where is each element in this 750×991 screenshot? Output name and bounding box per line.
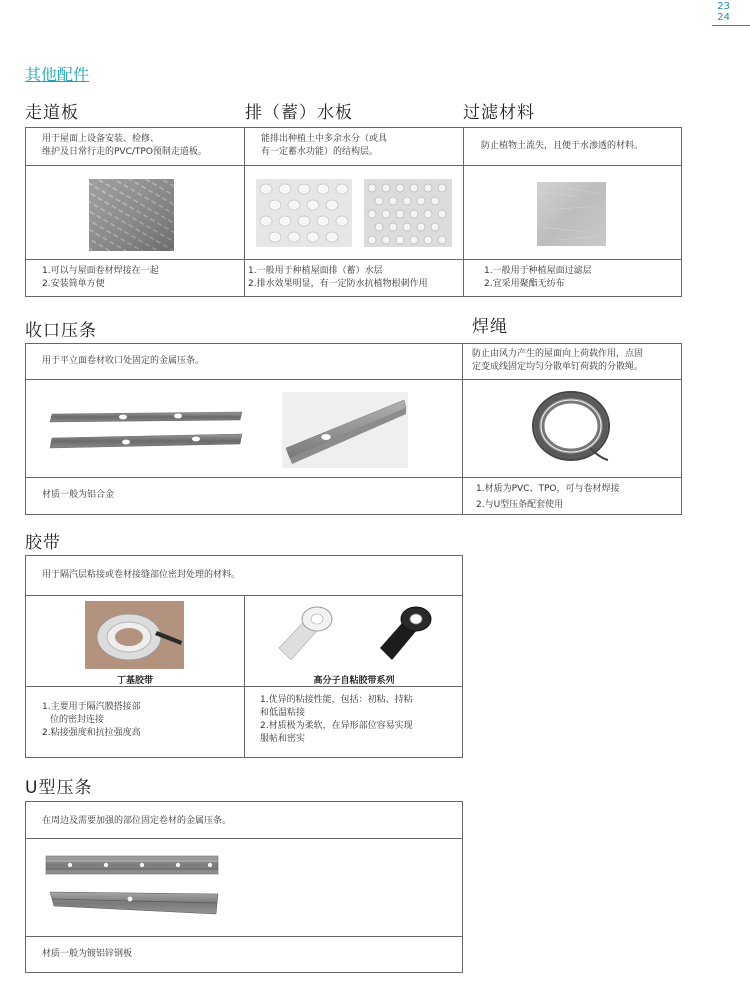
polymer-tape-notes [260, 694, 413, 746]
filter-note-2: 2.宜采用聚酯无纺布 [484, 279, 565, 289]
drainage-notes [248, 265, 428, 291]
walkway-note-2: 2.安装简单方便 [42, 279, 105, 289]
polymer-tape-note-3: 2.材质极为柔软，在异形部位容易实现 [260, 721, 413, 731]
weld-rope-title: 焊绳 [472, 317, 508, 337]
filter-note-1: 1.一般用于种植屋面过滤层 [484, 266, 592, 276]
weld-rope-note-2: 2.与U型压条配套使用 [476, 500, 564, 510]
termination-bar-flat-image [48, 410, 244, 450]
drainage-note-1: 1.一般用于种植屋面排（蓄）水层 [248, 266, 383, 276]
butyl-tape-image [85, 601, 184, 669]
tape-table [25, 555, 463, 758]
walkway-desc [42, 133, 207, 159]
termination-title: 收口压条 [25, 321, 97, 341]
butyl-tape-caption: 丁基胶带 [116, 676, 153, 686]
table1-divider-1 [244, 128, 245, 296]
filter-fabric-image [537, 182, 606, 246]
u-strip-bars-image [44, 852, 220, 928]
u-strip-note: 材质一般为镀铝锌钢板 [42, 949, 133, 959]
table1-divider-2 [463, 128, 464, 296]
termination-table [25, 343, 463, 515]
walkway-notes [42, 265, 159, 291]
u-strip-title: U型压条 [25, 778, 93, 798]
weld-rope-table [462, 343, 682, 515]
butyl-tape-note-3: 2.粘接强度和抗拉强度高 [42, 728, 141, 738]
termination-desc: 用于平立面卷材收口处固定的金属压条。 [42, 356, 205, 366]
termination-note: 材质一般为铝合金 [42, 490, 115, 500]
walkway-desc-line-1: 用于屋面上设备安装、检修、 [42, 134, 160, 144]
drainage-desc-line-1: 能排出种植土中多余水分（或具 [261, 134, 388, 144]
polymer-tape-note-1: 1.优异的粘接性能，包括：初粘、持粘 [260, 695, 413, 705]
drainage-desc-line-2: 有一定蓄水功能）的结构层。 [261, 147, 379, 157]
page-number-bottom: 24 [717, 12, 730, 23]
walkway-note-1: 1.可以与屋面卷材焊接在一起 [42, 266, 159, 276]
weld-rope-note-1: 1.材质为PVC、TPO，可与卷材焊接 [476, 484, 620, 494]
walkway-desc-line-2: 维护及日常行走的PVC/TPO预制走道板。 [42, 147, 207, 157]
u-strip-table [25, 801, 463, 973]
filter-title: 过滤材料 [463, 103, 535, 123]
butyl-tape-note-2: 位的密封连接 [50, 715, 105, 725]
polymer-tape-note-4: 服帖和密实 [260, 734, 306, 744]
drainage-desc [261, 133, 387, 159]
walkway-title: 走道板 [25, 103, 79, 123]
page-number-top: 23 [717, 1, 730, 12]
section-title: 其他配件 [25, 65, 90, 84]
polymer-tape-white-image [275, 602, 335, 664]
polymer-tape-black-image [378, 602, 434, 664]
butyl-tape-notes [42, 701, 141, 740]
accessories-table-1 [25, 127, 682, 297]
butyl-tape-note-1: 1.主要用于隔汽膜搭接部 [42, 702, 141, 712]
walkway-board-image [89, 179, 174, 251]
weld-rope-desc-line-1: 防止由风力产生的屋面向上荷载作用，点固 [472, 349, 644, 359]
drainage-board-image-2 [364, 179, 452, 247]
tape-title: 胶带 [25, 533, 61, 553]
tape-desc: 用于隔汽层粘接或卷材接缝部位密封处理的材料。 [42, 570, 241, 580]
termination-bar-profile-image [282, 392, 408, 468]
weld-rope-coil-image [530, 388, 612, 464]
filter-notes [484, 265, 592, 291]
filter-desc: 防止植物土流失，且便于水渗透的材料。 [481, 141, 644, 151]
weld-rope-notes [476, 483, 619, 512]
drainage-title: 排（蓄）水板 [245, 103, 353, 123]
weld-rope-desc-line-2: 定变成线固定均匀分散单钉荷载的分散绳。 [472, 362, 644, 372]
u-strip-desc: 在周边及需要加强的部位固定卷材的金属压条。 [42, 816, 232, 826]
weld-rope-desc [472, 348, 643, 374]
page-number-rule [712, 25, 750, 26]
polymer-tape-caption: 高分子自粘胶带系列 [313, 676, 395, 686]
drainage-note-2: 2.排水效果明显，有一定防水抗植物根刺作用 [248, 279, 428, 289]
drainage-board-image-1 [256, 179, 352, 247]
polymer-tape-note-2: 和低温粘接 [260, 708, 306, 718]
